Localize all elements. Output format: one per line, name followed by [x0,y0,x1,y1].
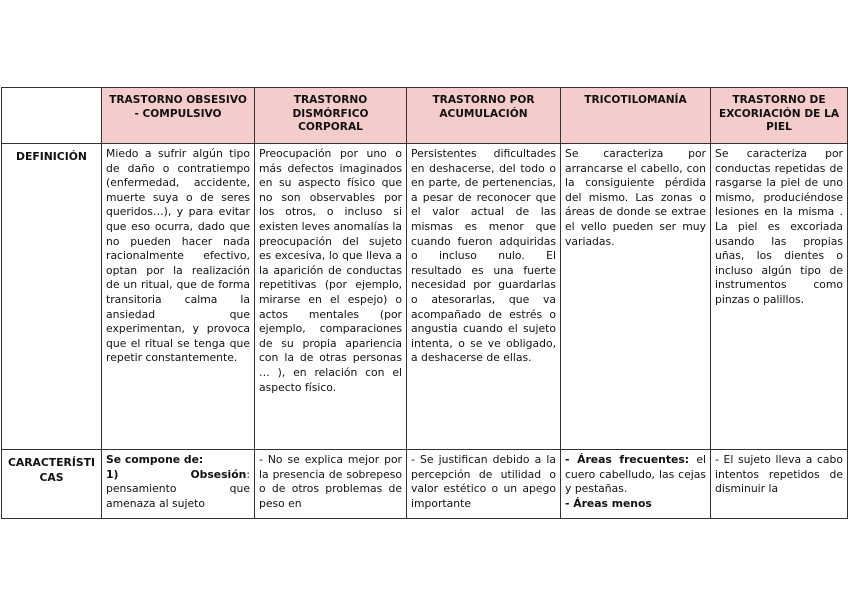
header-row [2,88,848,144]
header-toc: TRASTORNO OBSESIVO - COMPULSIVO [102,88,255,144]
row-label-caracteristicas: CARACTERÍSTICAS [2,450,102,519]
caracteristicas-tricotilomania [561,450,711,519]
tricotilomania-bullet-1-text: el cuero cabelludo, las cejas y pestañas. [565,453,706,496]
header-tdc: TRASTORNO DISMÓRFICO CORPORAL [255,88,407,144]
definicion-acumulacion: Persistentes dificultades en deshacerse, del todo o en parte, de pertenencias, a pesar de reconocer que el valor actual de las mismas es menor que cuando fueron adquiridas o incluso nulo. El resultado es una fuerte necesidad por guardarlas o atesorarlas, que va acompañado de estrés o angustia cuando el sujeto intenta, o se ve obligado, a deshacerse de ellas. [407,144,561,450]
toc-item [106,468,250,510]
caracteristicas-tricotilomania-content [565,453,706,510]
caracteristicas-excoriacion [711,450,848,519]
definition-row [2,144,848,450]
header-acumulacion: TRASTORNO POR ACUMULACIÓN [407,88,561,144]
toc-item-number: 1) [106,467,119,481]
definicion-tdc: Preocupación por uno o más defectos imaginados en su aspecto físico que no son observables por los otros, o incluso si existen leves anomalías la preocupación del sujeto es excesiva, lo que lleva a la aparición de conductas repetitivas (por ejemplo, mirarse en el espejo) o actos mentales (por ejemplo, comparaciones de su propia apariencia con la de otras personas … ), en relación con el aspecto físico. [255,144,407,450]
caracteristicas-acumulacion-content: - Se justifican debido a la percepción de utilidad o valor estético o un apego importante [411,453,556,510]
characteristics-row [2,450,848,519]
header-corner [2,88,102,144]
caracteristicas-toc [102,450,255,519]
disorders-comparison-table [1,87,848,519]
caracteristicas-toc-content [106,453,250,510]
row-label-definicion: DEFINICIÓN [2,144,102,450]
definicion-toc: Miedo a sufrir algún tipo de daño o contratiempo (enfermedad, accidente, muerte suya o de seres queridos…), y para evitar que eso ocurra, dado que no pueden hacer nada racionalmente efectivo, optan por la realización de un ritual, que de forma transitoria calma la ansiedad que experimentan, y provoca que el ritual se tenga que repetir constantemente. [102,144,255,450]
definicion-excoriacion: Se caracteriza por conductas repetidas de rasgarse la piel de uno mismo, produciéndose lesiones en la misma . La piel es excoriada usando las propias uñas, los dientes o incluso algún tipo de instrumentos como pinzas o palillos. [711,144,848,450]
tricotilomania-bullet-1-title: - Áreas frecuentes: [565,453,690,466]
caracteristicas-excoriacion-content: - El sujeto lleva a cabo intentos repetidos de disminuir la [715,453,843,496]
caracteristicas-tdc [255,450,407,519]
toc-item-text: : pensamiento que amenaza al sujeto [106,467,250,510]
caracteristicas-tdc-content: - No se explica mejor por la presencia de sobrepeso o de otros problemas de peso en [259,453,402,510]
tricotilomania-bullet-2-title: - Áreas menos [565,496,652,510]
header-tricotilomania: TRICOTILOMANÍA [561,88,711,144]
toc-heading: Se compone de: [106,453,204,466]
caracteristicas-acumulacion [407,450,561,519]
header-excoriacion: TRASTORNO DE EXCORIACIÓN DE LA PIEL [711,88,848,144]
definicion-tricotilomania: Se caracteriza por arrancarse el cabello, con la consiguiente pérdida del mismo. Las zonas o áreas de donde se extrae el vello pueden ser muy variadas. [561,144,711,450]
toc-item-title: Obsesión [190,467,247,481]
